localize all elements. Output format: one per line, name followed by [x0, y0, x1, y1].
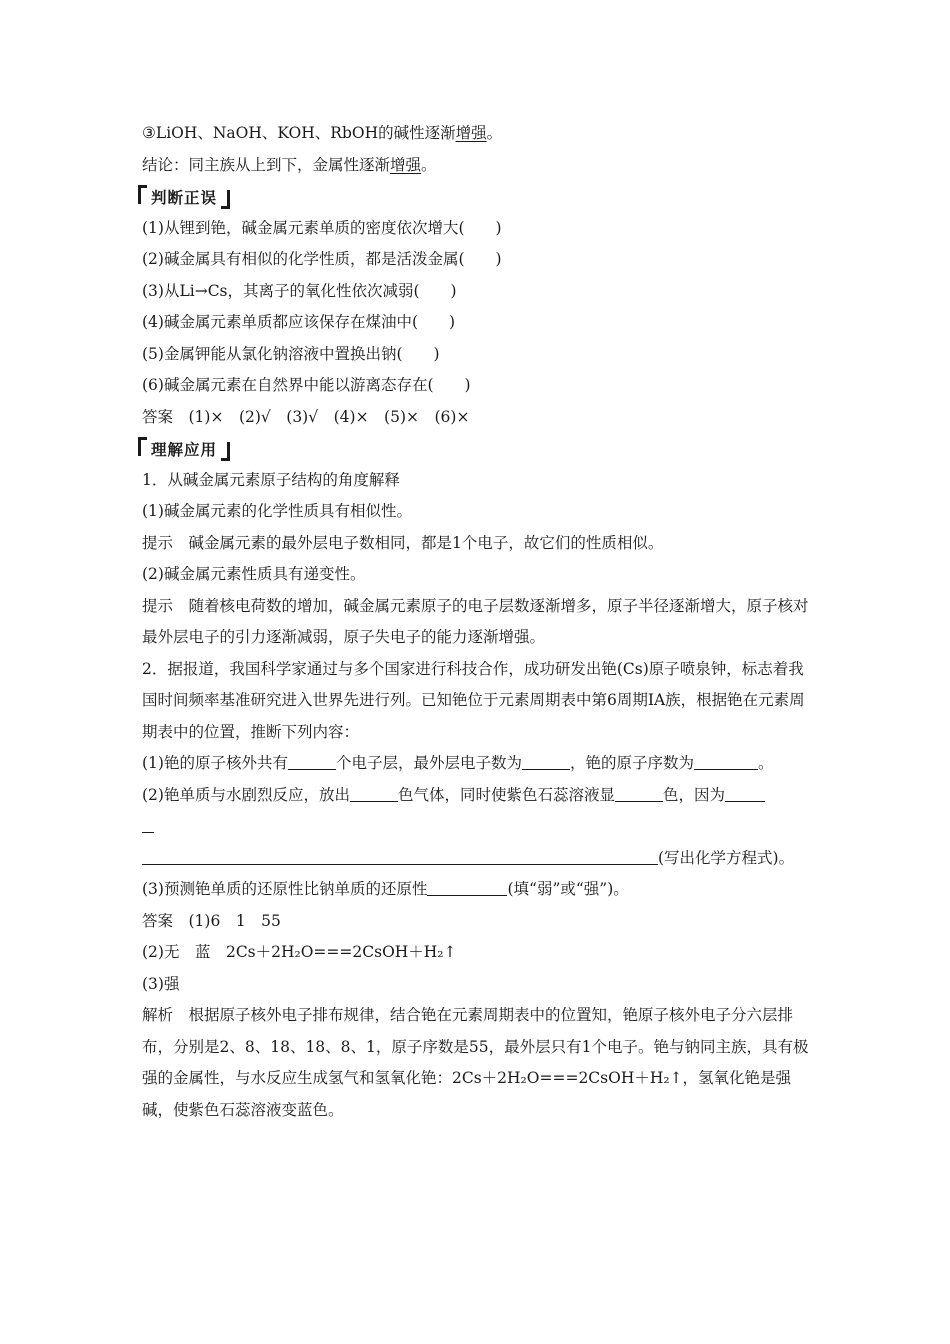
bracket-left-icon — [138, 437, 147, 456]
text: 。 — [758, 754, 774, 772]
text: 个电子层，最外层电子数为 — [335, 754, 522, 772]
text: (3)预测铯单质的还原性比钠单质的还原性 — [142, 880, 428, 898]
text: 色气体，同时使紫色石蕊溶液显 — [397, 785, 615, 804]
section-heading-judge — [138, 181, 814, 213]
bracket-right-icon — [221, 442, 230, 461]
fill-blank[interactable] — [615, 783, 663, 802]
question-1-part-a: (1)碱金属元素的化学性质具有相似性。 — [142, 502, 412, 520]
conclusion-line — [142, 150, 814, 182]
judge-item: (5)金属钾能从氯化钠溶液中置换出钠( ) — [142, 344, 440, 363]
question-2-part-2-equation — [142, 843, 814, 875]
question-2-part-2 — [142, 780, 814, 812]
fill-blank[interactable] — [427, 877, 507, 896]
text: 色，因为 — [662, 785, 725, 804]
analysis: 解析 根据原子核外电子排布规律，结合铯在元素周期表中的位置知，铯原子核外电子分六层排布，分别是2、8、18、18、8、1，原子序数是55，最外层只有1个电子。铯与钠同主族，具有极强的金属性，与水反应生成氢气和氢氧化铯：2Cs＋2H₂O===2CsOH＋H₂↑，氢氧化铯是强碱，使紫色石蕊溶液变蓝色。 — [142, 1006, 809, 1119]
section-title: 理解应用 — [151, 440, 218, 459]
text: 。 — [421, 155, 437, 174]
section-heading-apply — [138, 433, 814, 465]
base-strength-line — [142, 118, 814, 150]
text: (填“弱”或“强”)。 — [507, 880, 629, 898]
underlined-answer: 增强 — [390, 155, 422, 174]
judge-item: (1)从锂到铯，碱金属元素单质的密度依次增大( ) — [142, 218, 502, 237]
text: (1)铯的原子核外共有 — [142, 754, 288, 772]
question-1-title: 1．从碱金属元素原子结构的角度解释 — [142, 470, 400, 489]
question-1-part-b: (2)碱金属元素性质具有递变性。 — [142, 565, 366, 583]
question-1-hint-b: 提示 随着核电荷数的增加，碱金属元素原子的电子层数逐渐增多，原子半径逐渐增大，原子核对最外层电子的引力逐渐减弱，原子失电子的能力逐渐增强。 — [142, 596, 809, 646]
judge-answer: 答案 (1)× (2)√ (3)√ (4)× (5)× (6)× — [142, 407, 470, 426]
text: (2)铯单质与水剧烈反应，放出 — [142, 785, 350, 804]
question-1-hint-a: 提示 碱金属元素的最外层电子数相同，都是1个电子，故它们的性质相似。 — [142, 533, 664, 552]
text: ，铯的原子序数为 — [569, 754, 694, 772]
answer-3: (3)强 — [142, 974, 180, 993]
answer-2: (2)无 蓝 2Cs＋2H₂O===2CsOH＋H₂↑ — [142, 943, 457, 961]
fill-blank[interactable] — [142, 814, 154, 833]
text: (写出化学方程式)。 — [658, 848, 795, 867]
question-2-part-1 — [142, 748, 814, 780]
document-page — [142, 118, 814, 1126]
question-2-part-3 — [142, 874, 814, 906]
question-2-stem: 2．据报道，我国科学家通过与多个国家进行科技合作，成功研发出铯(Cs)原子喷泉钟，标志着我国时间频率基准研究进入世界先进行列。已知铯位于元素周期表中第6周期ⅠA族，根据铯在元素周期表中的位置，推断下列内容： — [142, 659, 805, 741]
fill-blank[interactable] — [522, 751, 570, 770]
judge-item: (3)从Li→Cs，其离子的氧化性依次减弱( ) — [142, 281, 457, 300]
bracket-right-icon — [221, 190, 230, 209]
text: 。 — [486, 124, 503, 142]
text: 结论：同主族从上到下，金属性逐渐 — [142, 155, 391, 174]
fill-blank[interactable] — [288, 751, 336, 770]
fill-blank[interactable] — [350, 783, 398, 802]
bracket-left-icon — [138, 185, 147, 204]
fill-blank[interactable] — [694, 751, 758, 770]
judge-item: (2)碱金属具有相似的化学性质，都是活泼金属( ) — [142, 250, 502, 268]
judge-item: (6)碱金属元素在自然界中能以游离态存在( ) — [142, 376, 471, 394]
answer-1: 答案 (1)6 1 55 — [142, 911, 281, 930]
fill-blank[interactable] — [725, 783, 765, 802]
judge-item: (4)碱金属元素单质都应该保存在煤油中( ) — [142, 313, 456, 331]
question-2-part-2-cont — [142, 811, 814, 843]
section-title: 判断正误 — [151, 188, 218, 207]
text: ③LiOH、NaOH、KOH、RbOH的碱性逐渐 — [142, 124, 456, 142]
underlined-answer: 增强 — [455, 124, 487, 142]
fill-blank[interactable] — [142, 846, 658, 865]
